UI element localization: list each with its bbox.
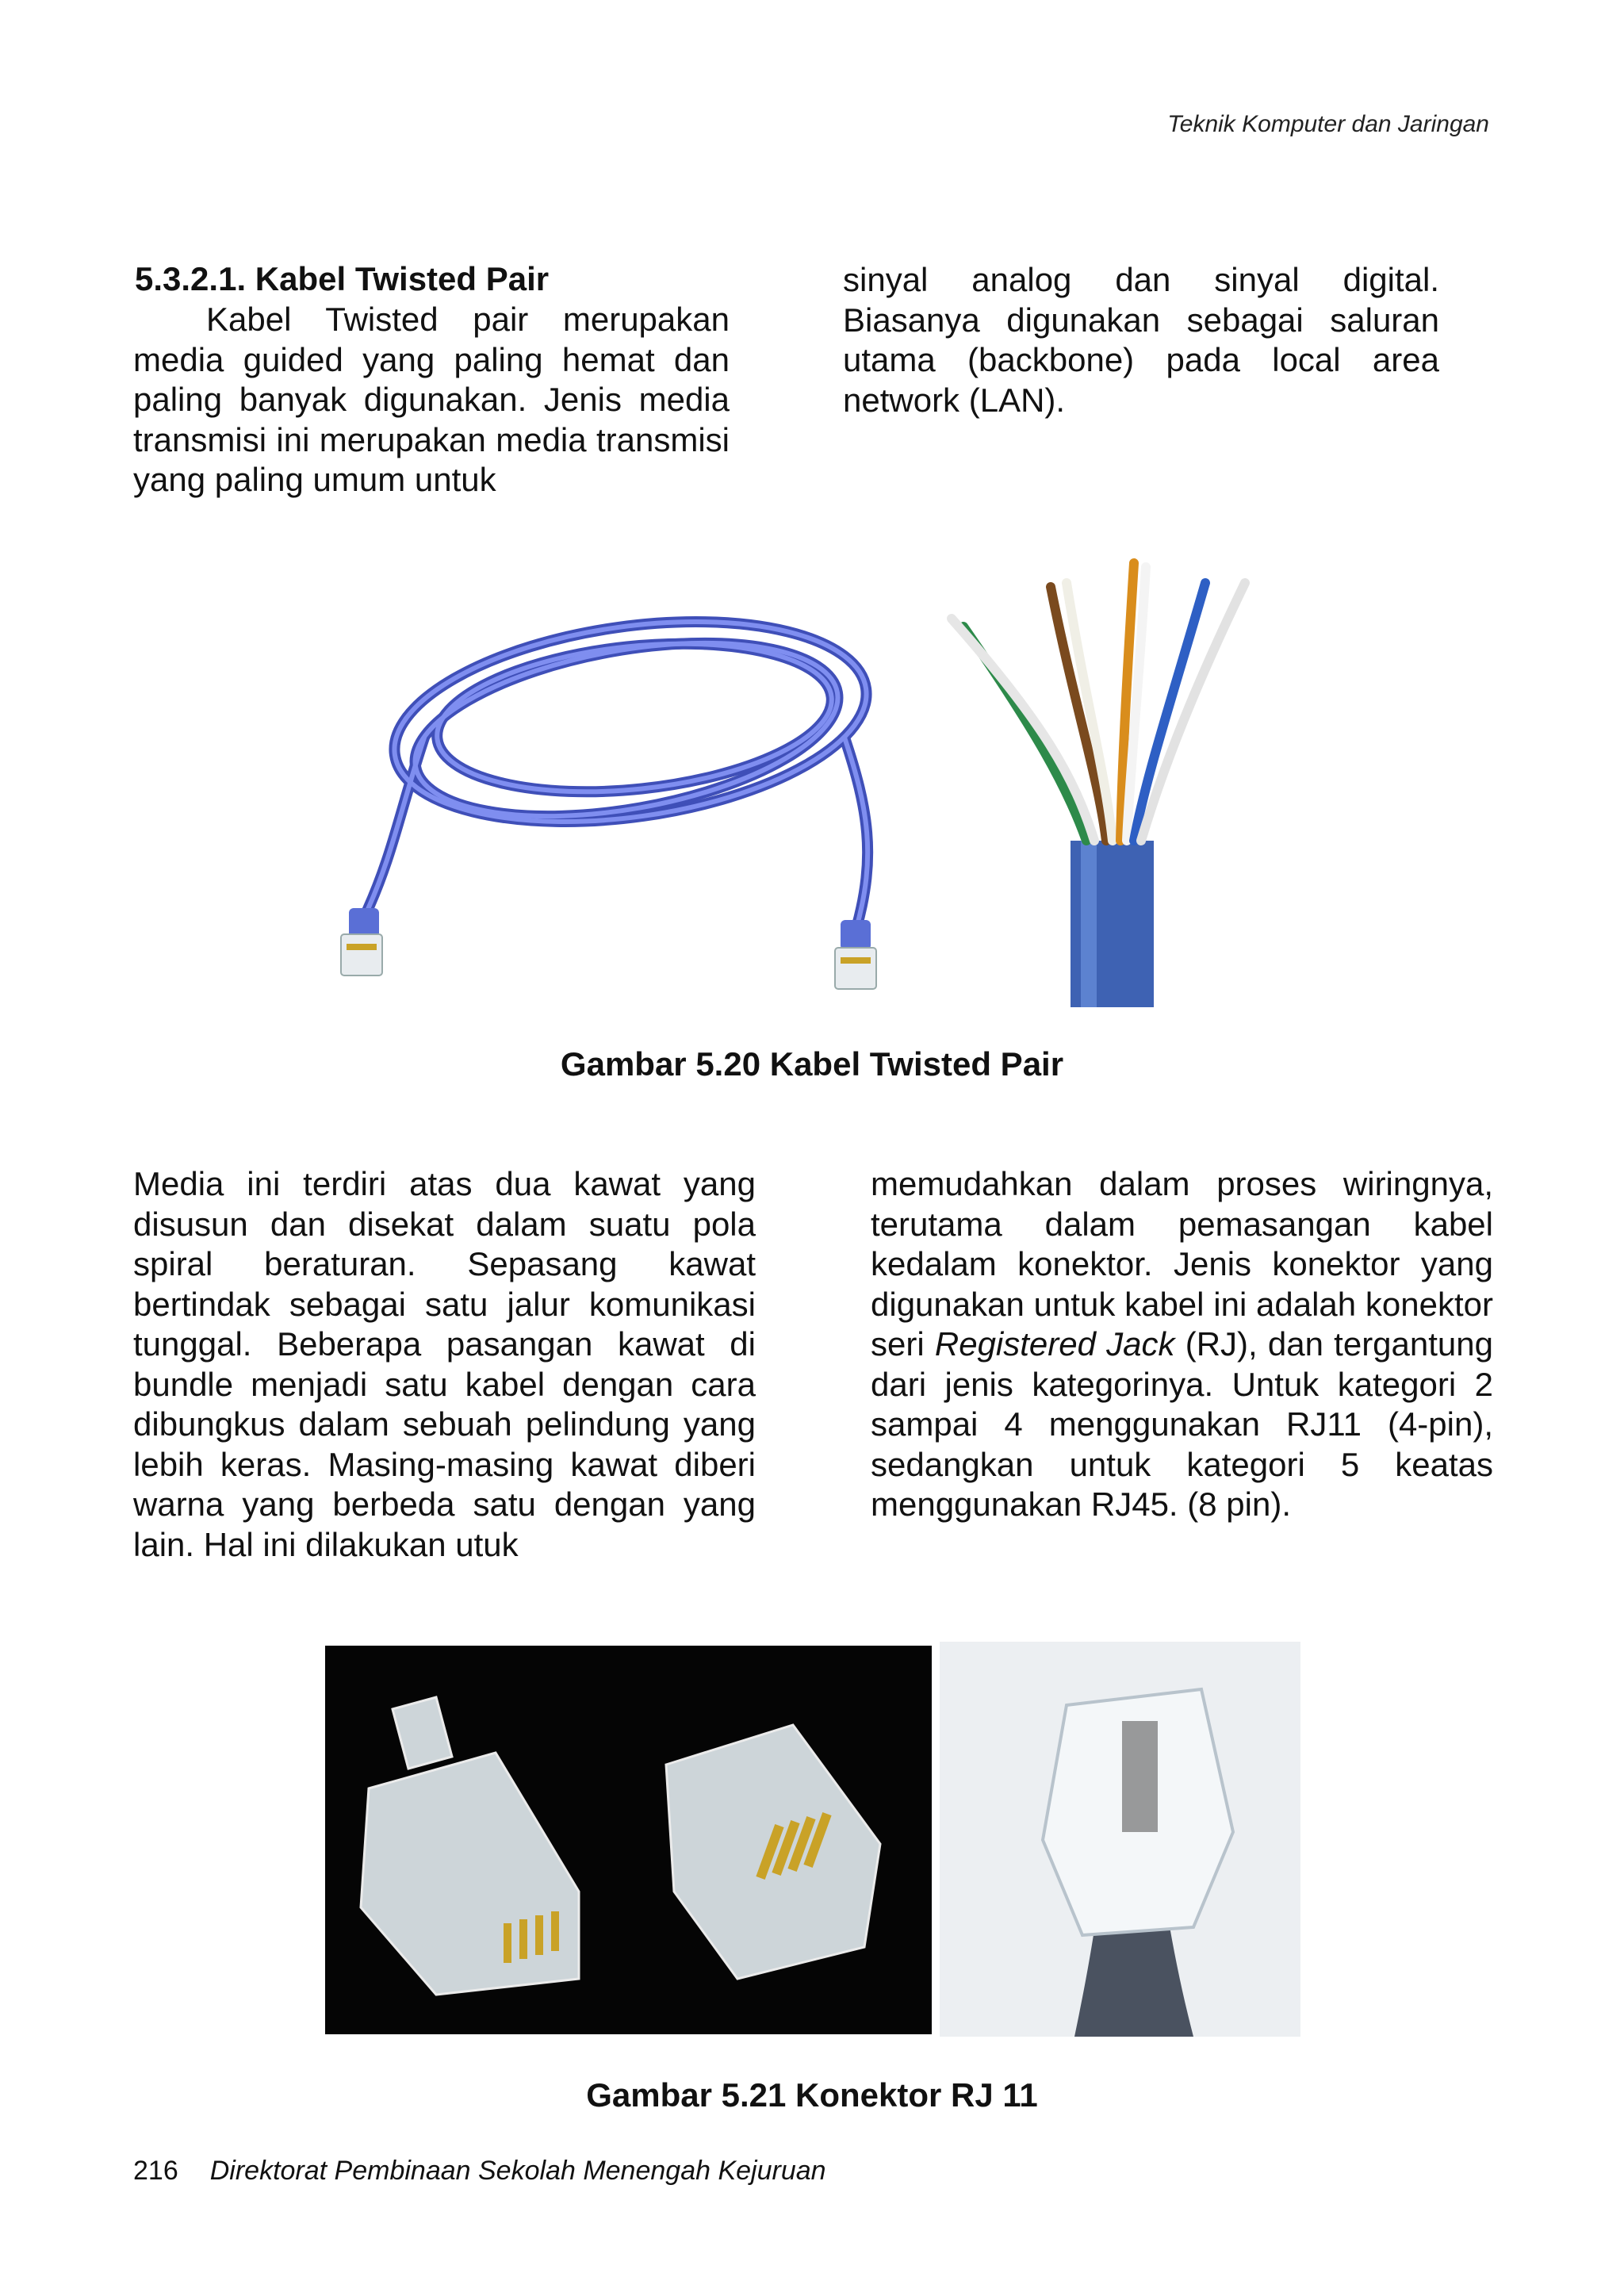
page-footer	[133, 2156, 826, 2187]
running-header: Teknik Komputer dan Jaringan	[1167, 111, 1489, 137]
page-number: 216	[133, 2156, 178, 2186]
rj-cable-plug-photo	[940, 1642, 1300, 2037]
twisted-wires-photo	[908, 547, 1312, 1007]
paragraph-1-column-1: Kabel Twisted pair merupakan media guided yang paling hemat dan paling banyak digunakan. Jenis media transmisi ini merupakan media transmisi yang paling umum untuk	[133, 301, 730, 498]
patch-cable-photo	[329, 555, 908, 1007]
figure-caption-5-21: Gambar 5.21 Konektor RJ 11	[586, 2076, 1038, 2114]
footer-text: Direktorat Pembinaan Sekolah Menengah Kejuruan	[209, 2156, 826, 2186]
paragraph-2-column-1: Media ini terdiri atas dua kawat yang disusun dan disekat dalam suatu pola spiral beraturan. Sepasang kawat bertindak sebagai satu jalur komunikasi tunggal. Beberapa pasangan kawat di bundle menjadi satu kabel dengan cara dibungkus dalam sebuah pelindung yang lebih keras. Masing-masing kawat diberi warna yang berbeda satu dengan yang lain. Hal ini dilakukan utuk	[133, 1165, 756, 1563]
figure-caption-5-20: Gambar 5.20 Kabel Twisted Pair	[560, 1045, 1064, 1083]
paragraph-2-column-2: memudahkan dalam proses wiringnya, terutama dalam pemasangan kabel kedalam konektor. Jenis konektor yang digunakan untuk kabel ini adalah konektor seri Registered Jack (RJ), dan tergantung dari jenis kategorinya. Untuk kategori 2 sampai 4 menggunakan RJ11 (4-pin), sedangkan untuk kategori 5 keatas menggunakan RJ45. (8 pin).	[871, 1165, 1494, 1523]
rj11-connectors-photo	[325, 1646, 932, 2034]
paragraph-1-column-2: sinyal analog dan sinyal digital. Biasanya digunakan sebagai saluran utama (backbone) pada local area network (LAN).	[843, 261, 1439, 419]
section-heading: 5.3.2.1. Kabel Twisted Pair	[135, 260, 550, 297]
